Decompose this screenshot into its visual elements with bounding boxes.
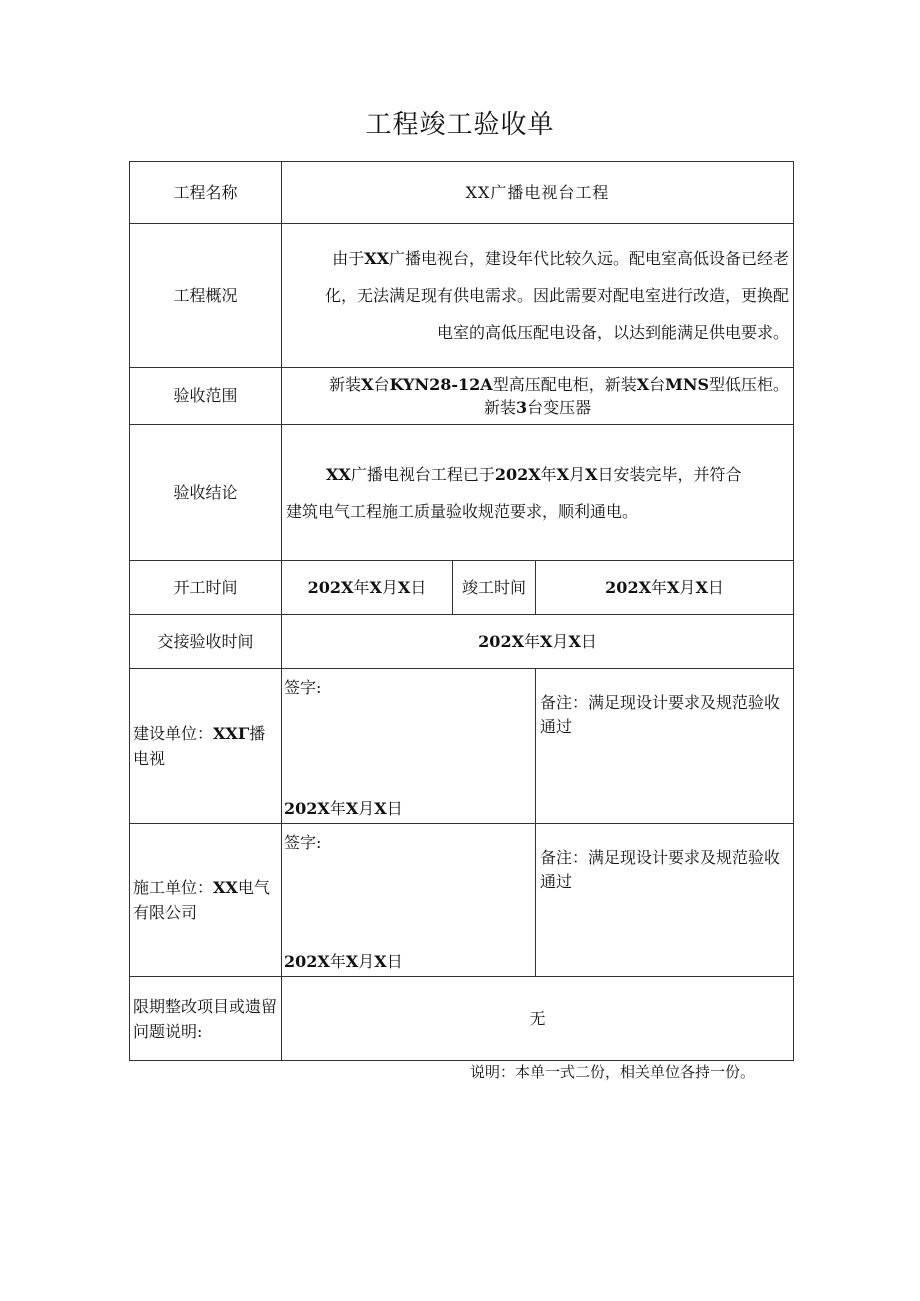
start-date-label: 开工时间 [130, 561, 282, 615]
builder-note: 备注：满足现设计要求及规范验收通过 [536, 669, 794, 824]
row-contractor [130, 824, 794, 977]
overview-text: 由于XX广播电视台，建设年代比较久远。配电室高低设备已经老 化，无法满足现有供电需求。因此需要对配电室进行改造，更换配 电室的高低压配电设备，以达到能满足供电要求。 [282, 224, 794, 368]
builder-signature-cell [282, 669, 536, 824]
row-builder [130, 669, 794, 824]
scope-text: 新装X台KYN28-12A型高压配电柜，新装X台MNS型低压柜。 新装3台变压器 [282, 368, 794, 425]
rectification-value: 无 [282, 977, 794, 1061]
row-handover-date [130, 615, 794, 669]
handover-date-value: 202X年X月X日 [282, 615, 794, 669]
row-work-dates [130, 561, 794, 615]
contractor-signature-cell [282, 824, 536, 977]
row-conclusion [130, 425, 794, 561]
row-project-name [130, 162, 794, 224]
start-date-value: 202X年X月X日 [282, 561, 453, 615]
overview-label: 工程概况 [130, 224, 282, 368]
project-name-value: XX广播电视台工程 [282, 162, 794, 224]
builder-unit-label: 建设单位：XXΓ播电视 [130, 669, 282, 824]
conclusion-text: XX广播电视台工程已于202X年X月X日安装完毕，并符合 建筑电气工程施工质量验收规范要求，顺利通电。 [282, 425, 794, 561]
rectification-label: 限期整改项目或遗留问题说明: [130, 977, 282, 1061]
acceptance-form [129, 161, 794, 1061]
scope-label: 验收范围 [130, 368, 282, 425]
contractor-note: 备注：满足现设计要求及规范验收通过 [536, 824, 794, 977]
end-date-value: 202X年X月X日 [536, 561, 794, 615]
row-overview [130, 224, 794, 368]
end-date-label: 竣工时间 [453, 561, 536, 615]
conclusion-label: 验收结论 [130, 425, 282, 561]
row-rectification [130, 977, 794, 1061]
footer-note: 说明：本单一式二份，相关单位各持一份。 [470, 1063, 756, 1081]
contractor-sign-date: 202X年X月X日 [284, 952, 403, 971]
project-name-label: 工程名称 [130, 162, 282, 224]
handover-date-label: 交接验收时间 [130, 615, 282, 669]
page-title: 工程竣工验收单 [365, 110, 555, 140]
contractor-sign-label: 签字: [284, 833, 322, 852]
builder-sign-date: 202X年X月X日 [284, 799, 403, 818]
builder-sign-label: 签字: [284, 678, 322, 697]
contractor-unit-label: 施工单位：XX电气有限公司 [130, 824, 282, 977]
row-scope [130, 368, 794, 425]
